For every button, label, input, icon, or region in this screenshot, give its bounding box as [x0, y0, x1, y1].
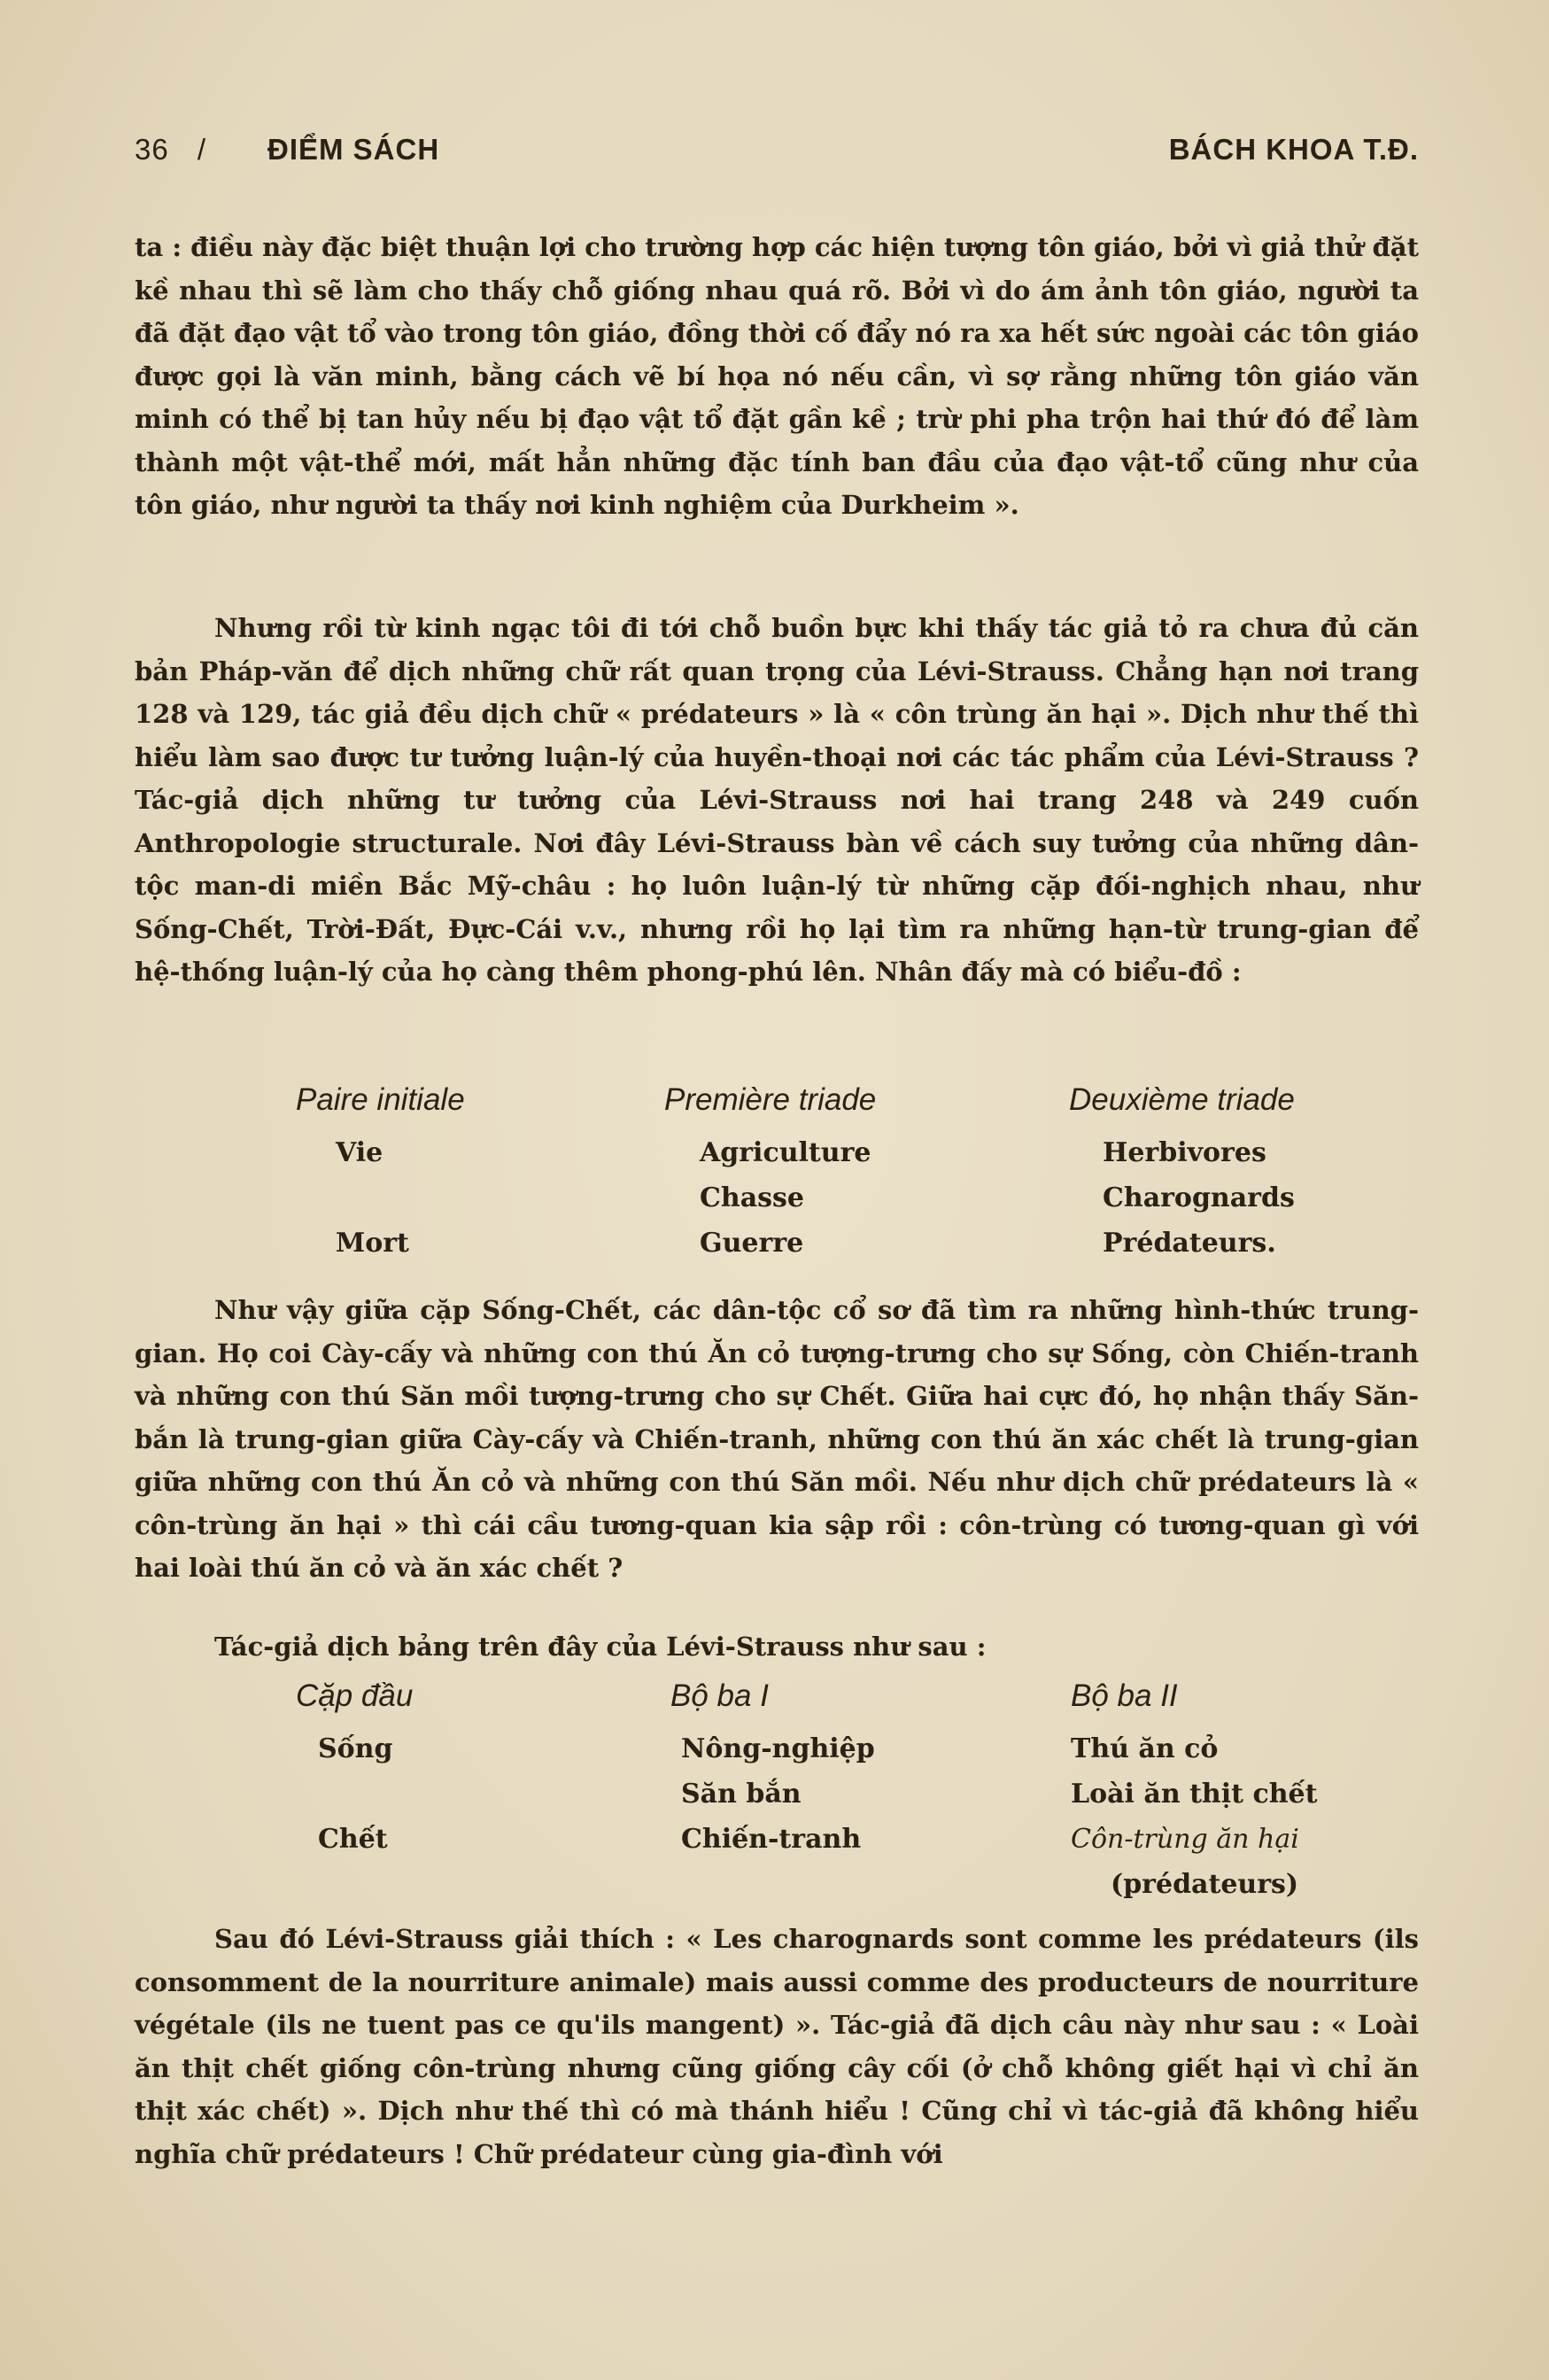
table-cell: Côn-trùng ăn hại [1071, 1824, 1299, 1855]
paragraph-3 [135, 1289, 1419, 1590]
table-cell: Charognards [1103, 1182, 1295, 1213]
table-column-3 [1069, 1082, 1295, 1266]
table-cell: Sống [318, 1733, 393, 1764]
column-header: Bộ ba II [1071, 1678, 1178, 1713]
table-cell: Mort [336, 1228, 409, 1259]
column-header: Première triade [664, 1082, 877, 1117]
table-cell: (prédateurs) [1111, 1869, 1299, 1900]
column-header: Cặp đầu [296, 1678, 414, 1713]
paragraph-text: Nhưng rồi từ kinh ngạc tôi đi tới chỗ buồn bực khi thấy tác giả tỏ ra chưa đủ căn bản Pháp-văn để dịch những chữ rất quan trọng của Lévi-Strauss. Chẳng hạn nơi trang 128 và 129, tác giả đều dịch chữ « prédateurs » là « côn trùng ăn hại ». Dịch như thế thì hiểu làm sao được tư tưởng luận-lý của huyền-thoại nơi các tác phẩm của Lévi-Strauss ? Tác-giả dịch những tư tưởng của Lévi-Strauss nơi hai trang 248 và 249 cuốn Anthropologie structurale. Nơi đây Lévi-Strauss bàn về cách suy tưởng của những dân-tộc man-di miền Bắc Mỹ-châu : họ luôn luận-lý từ những cặp đối-nghịch nhau, như Sống-Chết, Trời-Đất, Đực-Cái v.v., nhưng rồi họ lại tìm ra những hạn-từ trung-gian để hệ-thống luận-lý của họ càng thêm phong-phú lên. Nhân đấy mà có biểu-đồ : [135, 613, 1419, 987]
magazine-title: BÁCH KHOA T.Đ. [1168, 133, 1419, 166]
paragraph-4 [135, 1625, 1419, 1669]
page-header [135, 133, 1419, 186]
paragraph-1 [135, 226, 1419, 527]
table-cell: Prédateurs. [1103, 1228, 1276, 1259]
table-cell: Săn bắn [681, 1779, 802, 1810]
table-column-1 [296, 1082, 465, 1266]
table-column-2 [664, 1082, 876, 1266]
table-cell: Chiến-tranh [681, 1824, 862, 1855]
table-cell: Chasse [700, 1182, 804, 1213]
table-cell: Nông-nghiệp [681, 1733, 875, 1764]
table-cell [336, 1175, 465, 1221]
section-title: ĐIỂM SÁCH [267, 133, 440, 166]
table-column-1 [296, 1678, 413, 1862]
paragraph-text: Tác-giả dịch bảng trên đây của Lévi-Strauss như sau : [214, 1632, 987, 1662]
french-diagram-table [135, 1082, 1419, 1286]
table-column-3 [1071, 1678, 1317, 1907]
table-cell: Vie [336, 1137, 383, 1168]
page-number-value: 36 [135, 133, 169, 166]
paragraph-5 [135, 1918, 1419, 2175]
paragraph-text: Như vậy giữa cặp Sống-Chết, các dân-tộc cổ sơ đã tìm ra những hình-thức trung-gian. Họ coi Cày-cấy và những con thú Ăn cỏ tượng-trưng cho sự Sống, còn Chiến-tranh và những con thú Săn mồi tượng-trưng cho sự Chết. Giữa hai cực đó, họ nhận thấy Săn-bắn là trung-gian giữa Cày-cấy và Chiến-tranh, những con thú ăn xác chết là trung-gian giữa những con thú Ăn cỏ và những con thú Săn mồi. Nếu như dịch chữ prédateurs là « côn-trùng ăn hại » thì cái cầu tương-quan kia sập rồi : côn-trùng có tương-quan gì với hai loài thú ăn cỏ và ăn xác chết ? [135, 1295, 1419, 1583]
table-cell: Guerre [700, 1228, 804, 1259]
paragraph-text: ta : điều này đặc biệt thuận lợi cho trường hợp các hiện tượng tôn giáo, bởi vì giả thử đặt kề nhau thì sẽ làm cho thấy chỗ giống nhau quá rõ. Bởi vì do ám ảnh tôn giáo, người ta đã đặt đạo vật tổ vào trong tôn giáo, đồng thời cố đẩy nó ra xa hết sức ngoài các tôn giáo được gọi là văn minh, bằng cách vẽ bí họa nó nếu cần, vì sợ rằng những tôn giáo văn minh có thể bị tan hủy nếu bị đạo vật tổ đặt gần kề ; trừ phi pha trộn hai thứ đó để làm thành một vật-thể mới, mất hẳn những đặc tính ban đầu của đạo vật-tổ cũng như của tôn giáo, như người ta thấy nơi kinh nghiệm của Durkheim ». [135, 232, 1419, 520]
page-number [135, 133, 206, 167]
table-cell: Loài ăn thịt chết [1071, 1779, 1318, 1810]
column-header: Deuxième triade [1069, 1082, 1295, 1117]
header-separator: / [197, 133, 207, 166]
table-cell: Thú ăn cỏ [1071, 1733, 1219, 1764]
column-header: Paire initiale [296, 1082, 465, 1117]
table-cell: Chết [318, 1824, 388, 1855]
column-header: Bộ ba I [670, 1678, 769, 1713]
table-cell: Agriculture [700, 1137, 871, 1168]
table-cell: Herbivores [1103, 1137, 1266, 1168]
paragraph-text: Sau đó Lévi-Strauss giải thích : « Les charognards sont comme les prédateurs (ils consomment de la nourriture animale) mais aussi comme des producteurs de nourriture végétale (ils ne tuent pas ce qu'ils mangent) ». Tác-giả đã dịch câu này như sau : « Loài ăn thịt chết giống côn-trùng nhưng cũng giống cây cối (ở chỗ không giết hại vì chỉ ăn thịt xác chết) ». Dịch như thế thì có mà thánh hiểu ! Cũng chỉ vì tác-giả đã không hiểu nghĩa chữ prédateurs ! Chữ prédateur cùng gia-đình với [135, 1924, 1419, 2169]
vietnamese-diagram-table [135, 1678, 1419, 1918]
paragraph-2 [135, 607, 1419, 994]
table-cell [318, 1771, 413, 1817]
table-column-2 [670, 1678, 875, 1862]
